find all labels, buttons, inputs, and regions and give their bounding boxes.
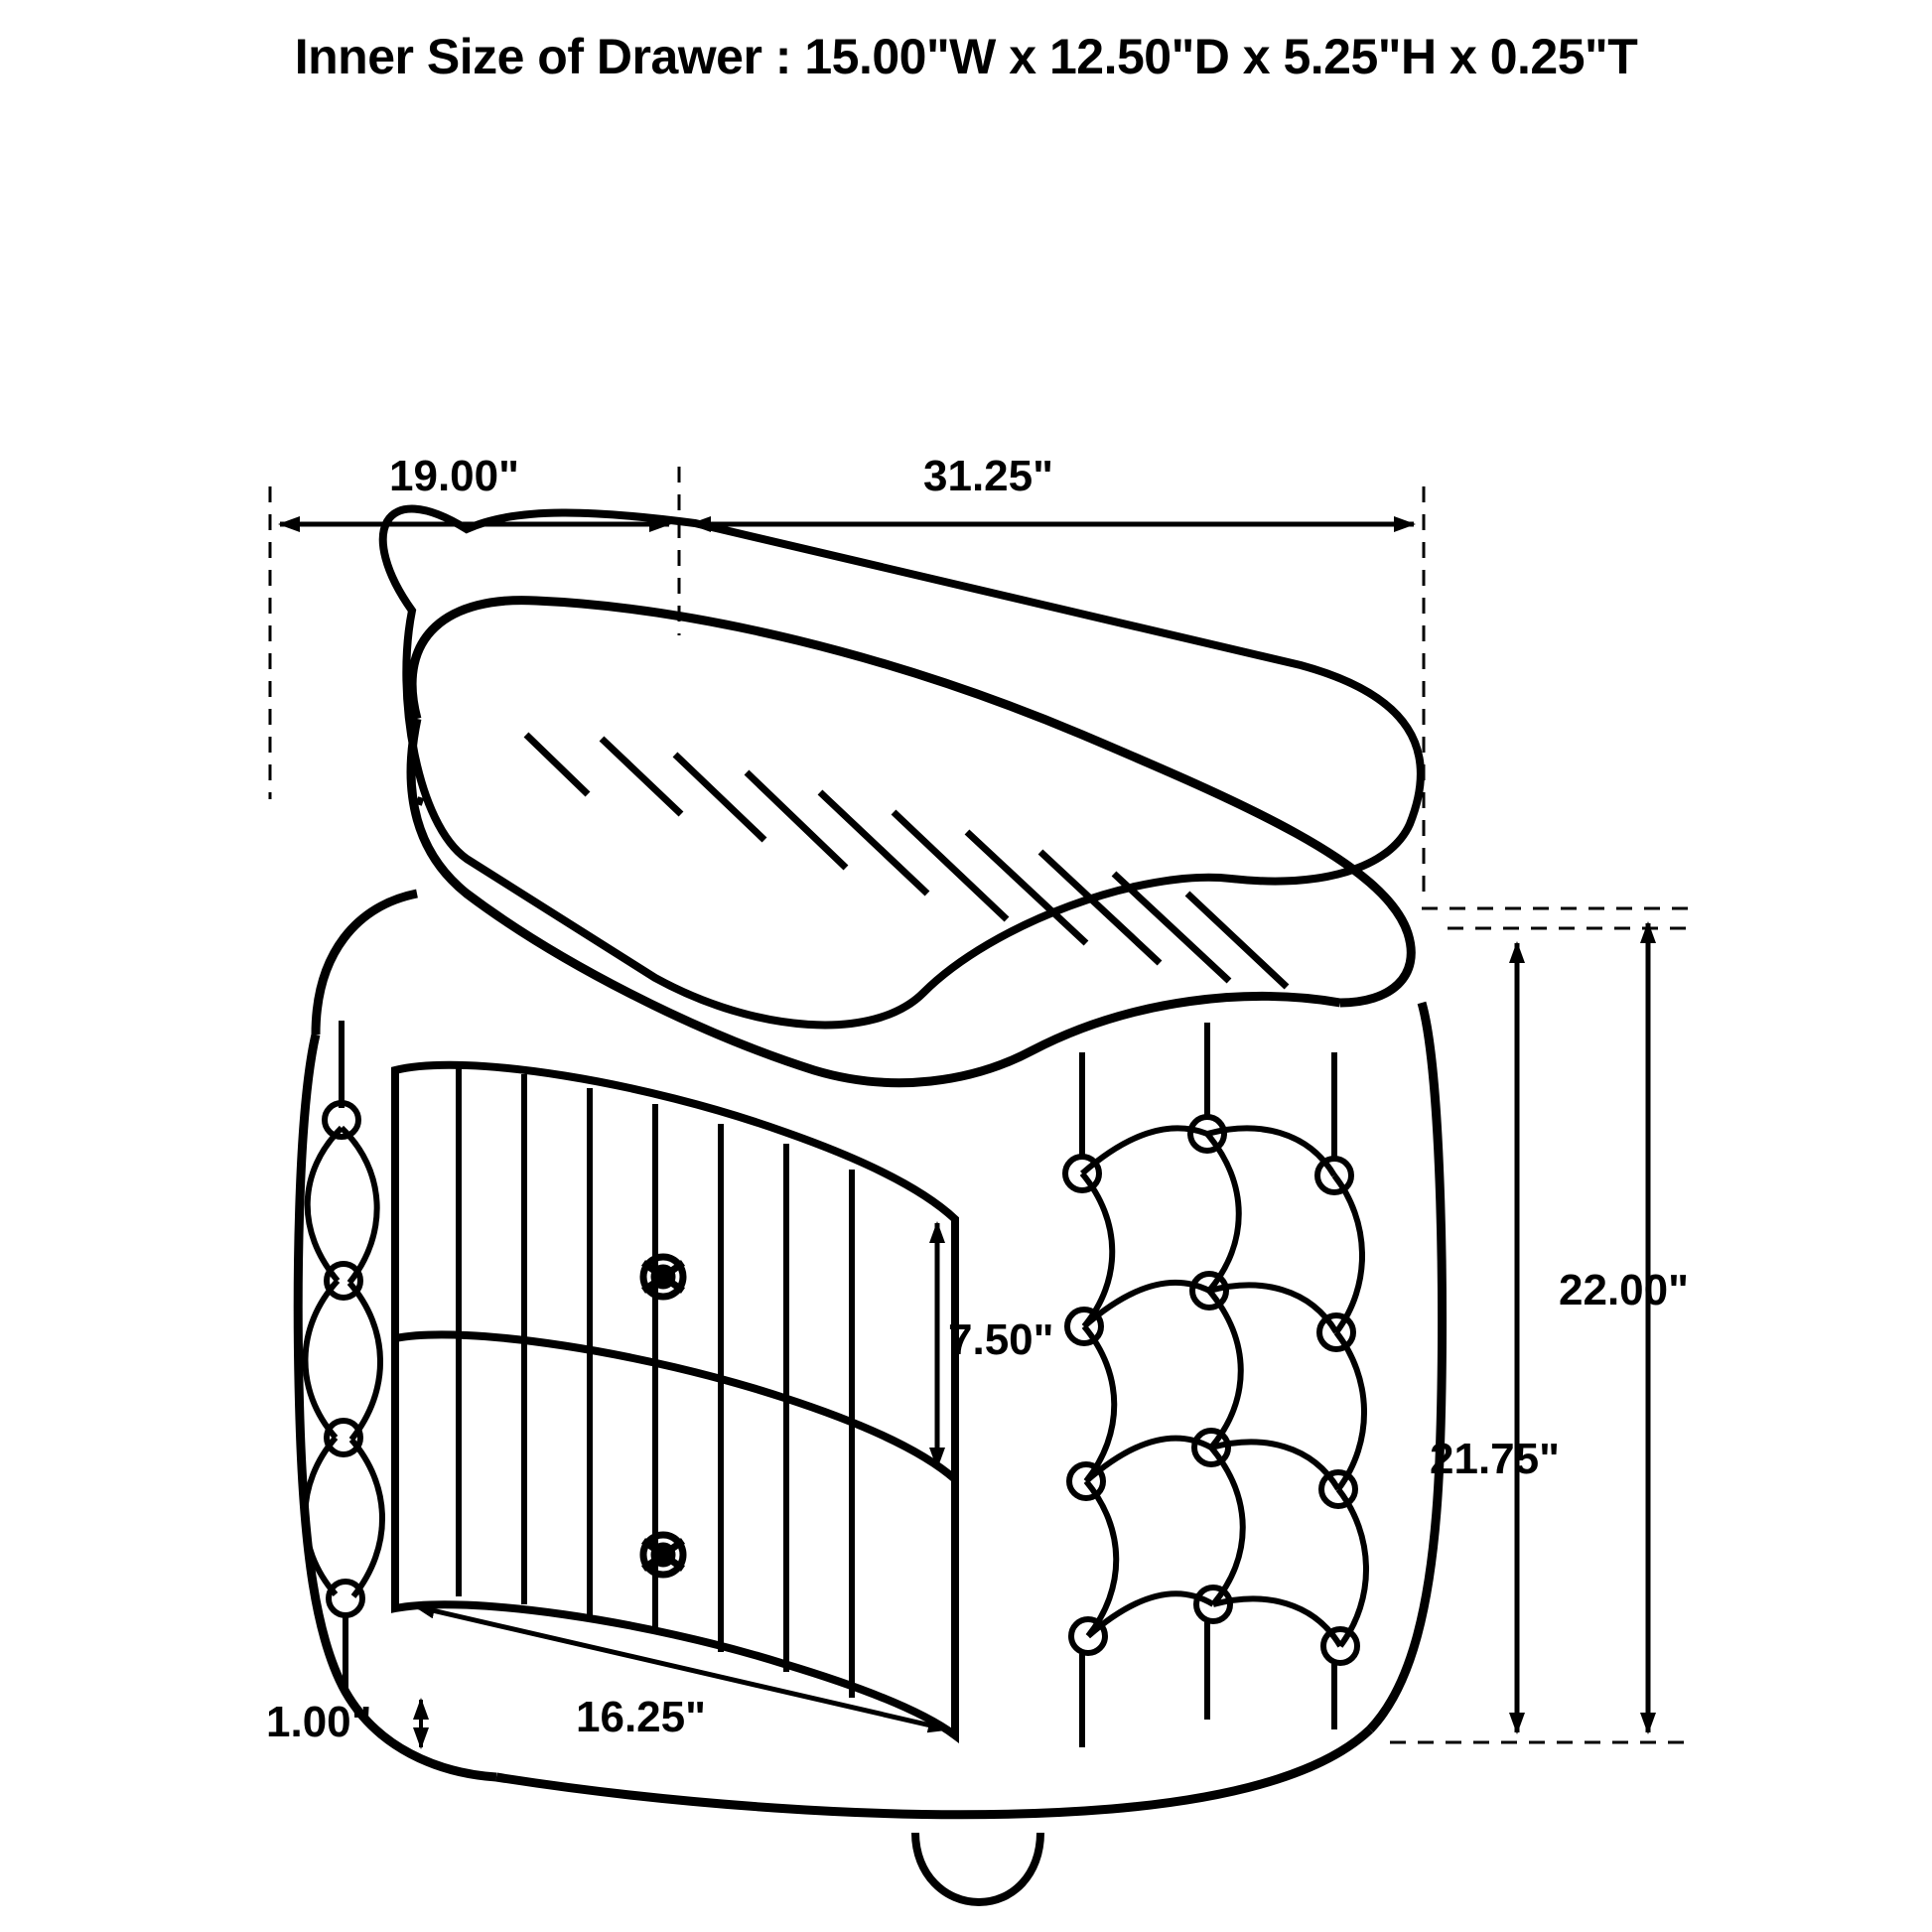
drawer-knob-lower (643, 1535, 683, 1575)
nightstand-illustration (298, 509, 1445, 1902)
dimension-label-width-left: 19.00" (389, 452, 519, 500)
drawer-knob-upper (643, 1257, 683, 1297)
page-title: Inner Size of Drawer : 15.00"W x 12.50"D x 5.25"H x 0.25"T (294, 29, 1638, 84)
dimension-label-total-height: 22.00" (1559, 1266, 1689, 1314)
dimension-label-width-right: 31.25" (923, 452, 1053, 500)
tufting-pattern-right (1065, 1023, 1366, 1747)
dimension-label-leg-height: 1.00" (266, 1698, 372, 1746)
extension-lines (270, 467, 1688, 1742)
dimension-label-drawer-width: 16.25" (576, 1693, 706, 1741)
drawer-flutes (459, 1066, 852, 1698)
dimension-label-body-height: 21.75" (1430, 1435, 1560, 1483)
top-slab (316, 616, 1445, 1069)
legs (915, 1833, 1040, 1902)
top-surface-dot (417, 800, 423, 802)
cabinet-outline (298, 601, 1442, 1815)
dimension-arrows (280, 524, 1648, 1747)
drawer-fronts (395, 1065, 955, 1735)
dimension-label-drawer-height: 7.50" (948, 1315, 1054, 1364)
